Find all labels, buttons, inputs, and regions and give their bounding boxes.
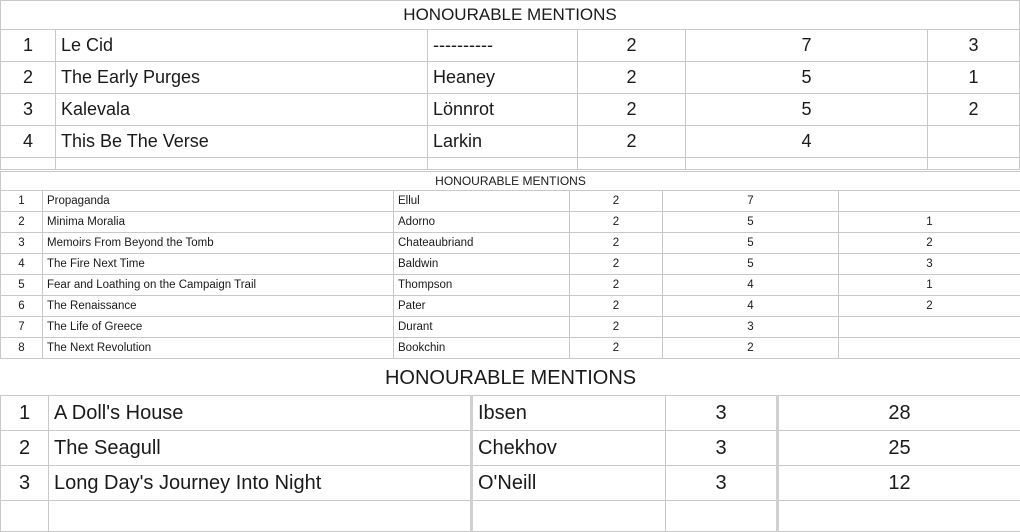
author-cell: Chateaubriand <box>394 233 570 254</box>
empty-cell <box>49 501 472 532</box>
title-cell: The Life of Greece <box>43 317 394 338</box>
empty-cell <box>778 501 1020 532</box>
rank-cell: 7 <box>1 317 43 338</box>
value-cell: 2 <box>578 30 686 62</box>
value-cell: 1 <box>928 62 1020 94</box>
title-cell: A Doll's House <box>49 396 472 431</box>
value-cell: 2 <box>663 338 839 359</box>
rank-cell: 3 <box>1 233 43 254</box>
table-row <box>1 233 1020 254</box>
value-cell <box>839 317 1020 338</box>
empty-cell <box>666 501 778 532</box>
value-cell: 3 <box>928 30 1020 62</box>
rank-cell: 2 <box>1 62 56 94</box>
value-cell: 7 <box>686 30 928 62</box>
author-cell: Ellul <box>394 191 570 212</box>
table-title: HONOURABLE MENTIONS <box>1 172 1020 191</box>
value-cell: 2 <box>570 317 663 338</box>
value-cell: 2 <box>570 233 663 254</box>
value-cell: 3 <box>666 431 778 466</box>
author-cell: Thompson <box>394 275 570 296</box>
value-cell: 3 <box>666 396 778 431</box>
title-cell: Le Cid <box>56 30 428 62</box>
honourable-mentions-table-1 <box>0 0 1020 170</box>
value-cell: 1 <box>839 275 1020 296</box>
rank-cell: 1 <box>1 191 43 212</box>
title-cell: The Early Purges <box>56 62 428 94</box>
table-row <box>1 296 1020 317</box>
table-title: HONOURABLE MENTIONS <box>1 1 1020 30</box>
rank-cell: 6 <box>1 296 43 317</box>
value-cell: 12 <box>778 466 1020 501</box>
value-cell: 5 <box>663 212 839 233</box>
author-cell: O'Neill <box>472 466 666 501</box>
empty-cell <box>686 158 928 170</box>
table-row <box>1 126 1020 158</box>
value-cell <box>839 191 1020 212</box>
author-cell: Larkin <box>428 126 578 158</box>
title-cell: Fear and Loathing on the Campaign Trail <box>43 275 394 296</box>
rank-cell: 4 <box>1 254 43 275</box>
table-row <box>1 30 1020 62</box>
value-cell: 5 <box>686 94 928 126</box>
table-row <box>1 191 1020 212</box>
author-cell: Lönnrot <box>428 94 578 126</box>
empty-cell <box>428 158 578 170</box>
value-cell: 2 <box>839 296 1020 317</box>
author-cell: Baldwin <box>394 254 570 275</box>
table-row <box>1 431 1020 466</box>
title-cell: Long Day's Journey Into Night <box>49 466 472 501</box>
value-cell: 1 <box>839 212 1020 233</box>
value-cell: 5 <box>686 62 928 94</box>
empty-cell <box>472 501 666 532</box>
empty-cell <box>578 158 686 170</box>
value-cell <box>839 338 1020 359</box>
value-cell: 2 <box>578 94 686 126</box>
value-cell: 3 <box>666 466 778 501</box>
author-cell: Adorno <box>394 212 570 233</box>
table-row <box>1 466 1020 501</box>
author-cell: Pater <box>394 296 570 317</box>
title-cell: The Seagull <box>49 431 472 466</box>
rank-cell: 1 <box>1 30 56 62</box>
value-cell: 2 <box>570 338 663 359</box>
honourable-mentions-table-2 <box>0 171 1020 359</box>
rank-cell: 4 <box>1 126 56 158</box>
title-cell: This Be The Verse <box>56 126 428 158</box>
table-row <box>1 338 1020 359</box>
value-cell: 2 <box>578 126 686 158</box>
table-row <box>1 275 1020 296</box>
value-cell: 4 <box>663 275 839 296</box>
title-cell: The Renaissance <box>43 296 394 317</box>
rank-cell: 1 <box>1 396 49 431</box>
table-row <box>1 317 1020 338</box>
rank-cell: 2 <box>1 212 43 233</box>
value-cell: 28 <box>778 396 1020 431</box>
value-cell: 2 <box>928 94 1020 126</box>
table-row <box>1 62 1020 94</box>
title-cell: Minima Moralia <box>43 212 394 233</box>
empty-cell <box>1 158 56 170</box>
table-row <box>1 254 1020 275</box>
value-cell: 3 <box>663 317 839 338</box>
value-cell: 25 <box>778 431 1020 466</box>
table-row <box>1 396 1020 431</box>
empty-cell <box>928 158 1020 170</box>
empty-cell <box>56 158 428 170</box>
rank-cell: 5 <box>1 275 43 296</box>
rank-cell: 3 <box>1 466 49 501</box>
empty-row <box>1 501 1020 532</box>
author-cell: Heaney <box>428 62 578 94</box>
author-cell: Chekhov <box>472 431 666 466</box>
title-cell: The Fire Next Time <box>43 254 394 275</box>
value-cell: 2 <box>570 254 663 275</box>
value-cell: 2 <box>570 212 663 233</box>
value-cell: 2 <box>839 233 1020 254</box>
title-cell: Memoirs From Beyond the Tomb <box>43 233 394 254</box>
rank-cell: 3 <box>1 94 56 126</box>
value-cell: 7 <box>663 191 839 212</box>
value-cell <box>928 126 1020 158</box>
author-cell: Durant <box>394 317 570 338</box>
value-cell: 4 <box>663 296 839 317</box>
empty-row <box>1 158 1020 170</box>
value-cell: 5 <box>663 254 839 275</box>
title-cell: The Next Revolution <box>43 338 394 359</box>
table-row <box>1 212 1020 233</box>
value-cell: 2 <box>570 191 663 212</box>
honourable-mentions-table-3 <box>0 362 1020 532</box>
value-cell: 2 <box>570 275 663 296</box>
title-cell: Kalevala <box>56 94 428 126</box>
empty-cell <box>1 501 49 532</box>
rank-cell: 2 <box>1 431 49 466</box>
author-cell: Ibsen <box>472 396 666 431</box>
table-title: HONOURABLE MENTIONS <box>1 362 1020 396</box>
value-cell: 5 <box>663 233 839 254</box>
value-cell: 2 <box>578 62 686 94</box>
value-cell: 2 <box>570 296 663 317</box>
table-row <box>1 94 1020 126</box>
title-cell: Propaganda <box>43 191 394 212</box>
author-cell: ---------- <box>428 30 578 62</box>
value-cell: 4 <box>686 126 928 158</box>
rank-cell: 8 <box>1 338 43 359</box>
value-cell: 3 <box>839 254 1020 275</box>
author-cell: Bookchin <box>394 338 570 359</box>
